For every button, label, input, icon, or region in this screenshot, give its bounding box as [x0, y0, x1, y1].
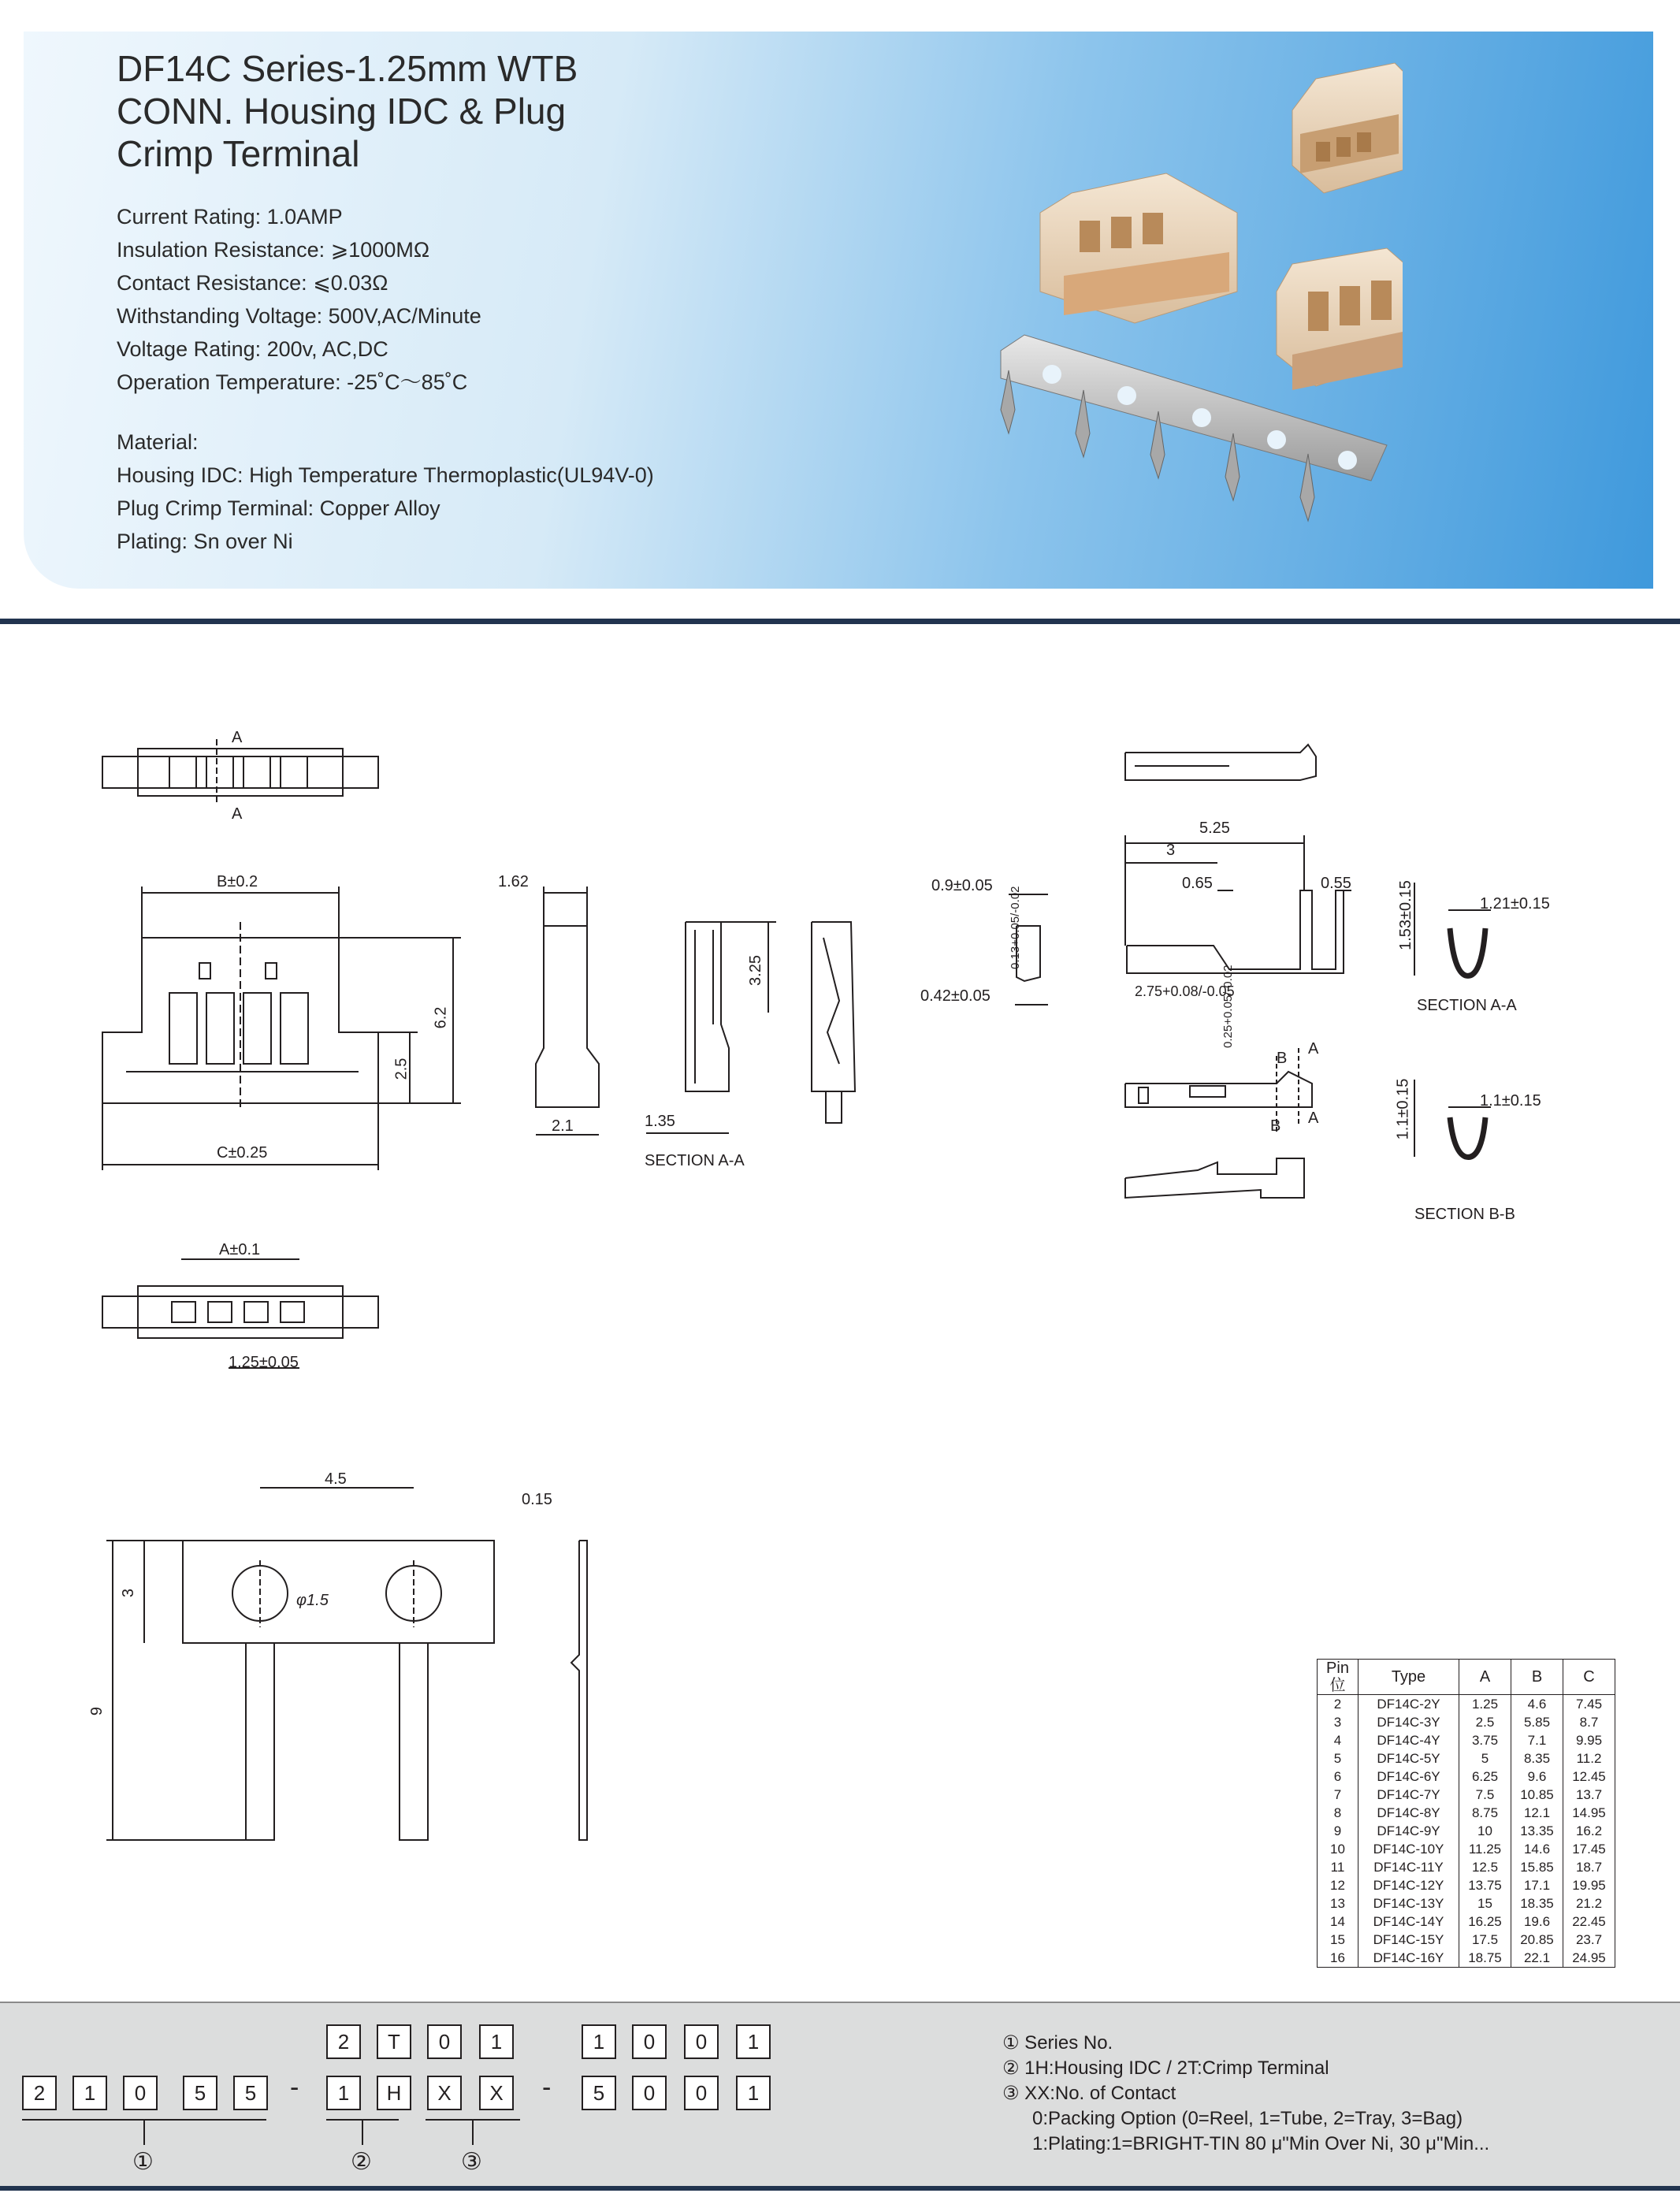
spec-insulation-resistance: Insulation Resistance: ⩾1000MΩ — [117, 238, 430, 262]
table-cell: 24.95 — [1563, 1949, 1615, 1968]
type-top-box: 2 — [326, 2024, 361, 2059]
dim-2-1: 2.1 — [552, 1117, 574, 1135]
table-cell: DF14C-15Y — [1358, 1931, 1459, 1949]
dim-0-15: 0.15 — [522, 1491, 552, 1508]
table-cell: 1.25 — [1459, 1695, 1511, 1714]
section-marker-a-terminal-top: A — [1308, 1040, 1319, 1058]
dim-0-55: 0.55 — [1321, 875, 1351, 892]
table-cell: 10 — [1318, 1840, 1358, 1858]
table-cell: 15.85 — [1511, 1858, 1563, 1876]
option-top-box: 0 — [684, 2024, 719, 2059]
series-digit-box: 5 — [183, 2076, 217, 2110]
table-cell: 5.85 — [1511, 1713, 1563, 1731]
option-bottom-box: 1 — [736, 2076, 771, 2110]
table-cell: 16.25 — [1459, 1912, 1511, 1931]
table-cell: 19.95 — [1563, 1876, 1615, 1894]
table-cell: 17.45 — [1563, 1840, 1615, 1858]
table-cell: 4 — [1318, 1731, 1358, 1749]
table-cell: 18.75 — [1459, 1949, 1511, 1968]
dim-3-terminal: 3 — [1166, 842, 1176, 859]
header-c: C — [1563, 1660, 1615, 1695]
table-cell: 2.5 — [1459, 1713, 1511, 1731]
dim-0-9: 0.9±0.05 — [931, 877, 993, 894]
option-bottom-box: 0 — [684, 2076, 719, 2110]
table-cell: 5 — [1318, 1749, 1358, 1768]
table-cell: 9 — [1318, 1822, 1358, 1840]
type-top-box: T — [377, 2024, 411, 2059]
dim-1-35: 1.35 — [645, 1113, 675, 1130]
table-cell: DF14C-7Y — [1358, 1786, 1459, 1804]
marker-contacts: ③ — [461, 2149, 482, 2175]
table-cell: 19.6 — [1511, 1912, 1563, 1931]
table-cell: 5 — [1459, 1749, 1511, 1768]
spec-operation-temperature: Operation Temperature: -25˚C～85˚C — [117, 370, 468, 394]
table-cell: 20.85 — [1511, 1931, 1563, 1949]
table-cell: DF14C-14Y — [1358, 1912, 1459, 1931]
type-bottom-box: 1 — [326, 2076, 361, 2110]
table-cell: DF14C-4Y — [1358, 1731, 1459, 1749]
table-cell: 7.1 — [1511, 1731, 1563, 1749]
table-cell: 22.45 — [1563, 1912, 1615, 1931]
legend-contacts: ③ XX:No. of Contact — [1002, 2083, 1176, 2104]
dim-2-75: 2.75+0.08/-0.05 — [1135, 983, 1235, 999]
table-cell: 8.7 — [1563, 1713, 1615, 1731]
table-cell: 9.95 — [1563, 1731, 1615, 1749]
title-line-3: Crimp Terminal — [117, 133, 360, 174]
dim-0-13: 0.13+0.05/-0.02 — [1009, 886, 1022, 969]
part-number-legend — [1002, 2031, 1489, 2157]
table-cell: 23.7 — [1563, 1931, 1615, 1949]
table-cell: 8.75 — [1459, 1804, 1511, 1822]
header-a: A — [1459, 1660, 1511, 1695]
dim-2-5: 2.5 — [392, 1058, 411, 1080]
part-number-dash: - — [542, 2072, 552, 2102]
dim-c: C±0.25 — [217, 1144, 268, 1162]
table-cell: 7.5 — [1459, 1786, 1511, 1804]
section-bb-label: SECTION B-B — [1414, 1206, 1515, 1223]
table-cell: 18.35 — [1511, 1894, 1563, 1912]
dim-phi: φ1.5 — [296, 1592, 329, 1609]
type-top-box: 0 — [427, 2024, 462, 2059]
option-bottom-box: 0 — [632, 2076, 667, 2110]
section-marker-a-bottom: A — [232, 805, 243, 823]
section-marker-a-top: A — [232, 729, 243, 746]
table-cell: DF14C-8Y — [1358, 1804, 1459, 1822]
table-cell: 12.5 — [1459, 1858, 1511, 1876]
material-plating: Plating: Sn over Ni — [117, 530, 293, 553]
table-cell: 21.2 — [1563, 1894, 1615, 1912]
table-cell: 13 — [1318, 1894, 1358, 1912]
legend-plating: 1:Plating:1=BRIGHT-TIN 80 μ"Min Over Ni, 30 μ"Min... — [1032, 2133, 1490, 2154]
dim-b: B±0.2 — [217, 873, 258, 890]
table-cell: 11 — [1318, 1858, 1358, 1876]
spec-withstanding-voltage: Withstanding Voltage: 500V,AC/Minute — [117, 304, 481, 328]
table-cell: 11.2 — [1563, 1749, 1615, 1768]
section-marker-b-bottom: B — [1270, 1117, 1281, 1135]
type-bottom-box: H — [377, 2076, 411, 2110]
table-cell: 16.2 — [1563, 1822, 1615, 1840]
option-bottom-box: 5 — [582, 2076, 616, 2110]
table-cell: 4.6 — [1511, 1695, 1563, 1714]
table-cell: 15 — [1459, 1894, 1511, 1912]
table-cell: DF14C-3Y — [1358, 1713, 1459, 1731]
table-cell: 17.1 — [1511, 1876, 1563, 1894]
series-digit-box: 5 — [233, 2076, 268, 2110]
table-cell: 10 — [1459, 1822, 1511, 1840]
title-line-2: CONN. Housing IDC & Plug — [117, 91, 567, 132]
table-cell: DF14C-13Y — [1358, 1894, 1459, 1912]
section-marker-b-top: B — [1277, 1050, 1288, 1067]
series-digit-box: 2 — [22, 2076, 57, 2110]
table-cell: 17.5 — [1459, 1931, 1511, 1949]
table-cell: DF14C-9Y — [1358, 1822, 1459, 1840]
material-heading: Material: — [117, 430, 199, 454]
option-top-box: 0 — [632, 2024, 667, 2059]
table-cell: 10.85 — [1511, 1786, 1563, 1804]
type-bottom-box: X — [479, 2076, 514, 2110]
dim-3: 3 — [120, 1588, 138, 1598]
table-cell: 15 — [1318, 1931, 1358, 1949]
table-cell: 12.1 — [1511, 1804, 1563, 1822]
section-marker-a-terminal-bottom: A — [1308, 1110, 1319, 1127]
table-cell: 12.45 — [1563, 1768, 1615, 1786]
legend-series: ① Series No. — [1002, 2032, 1113, 2054]
dim-5-25: 5.25 — [1199, 820, 1230, 837]
table-cell: 8.35 — [1511, 1749, 1563, 1768]
dim-a: A±0.1 — [219, 1241, 261, 1258]
table-cell: 13.7 — [1563, 1786, 1615, 1804]
dim-1-21: 1.21±0.15 — [1480, 895, 1550, 913]
table-cell: 18.7 — [1563, 1858, 1615, 1876]
header-type: Type — [1358, 1660, 1459, 1695]
type-bottom-box: X — [427, 2076, 462, 2110]
table-cell: 14.6 — [1511, 1840, 1563, 1858]
table-cell: DF14C-10Y — [1358, 1840, 1459, 1858]
dim-0-65: 0.65 — [1182, 875, 1213, 892]
spec-voltage-rating: Voltage Rating: 200v, AC,DC — [117, 337, 388, 361]
dim-0-25: 0.25+0.05/-0.02 — [1221, 965, 1235, 1048]
dim-0-42: 0.42±0.05 — [920, 987, 991, 1005]
table-cell: 8 — [1318, 1804, 1358, 1822]
dim-1-62: 1.62 — [498, 873, 529, 890]
spec-contact-resistance: Contact Resistance: ⩽0.03Ω — [117, 271, 388, 295]
table-cell: 12 — [1318, 1876, 1358, 1894]
part-number-dash: - — [290, 2072, 299, 2102]
table-cell: 3.75 — [1459, 1731, 1511, 1749]
table-cell: 13.35 — [1511, 1822, 1563, 1840]
dim-4-5: 4.5 — [325, 1470, 347, 1488]
type-top-box: 1 — [479, 2024, 514, 2059]
section-aa-housing-label: SECTION A-A — [645, 1152, 745, 1169]
series-digit-box: 1 — [72, 2076, 107, 2110]
table-cell: 6.25 — [1459, 1768, 1511, 1786]
table-cell: DF14C-12Y — [1358, 1876, 1459, 1894]
table-cell: 3 — [1318, 1713, 1358, 1731]
option-top-box: 1 — [582, 2024, 616, 2059]
table-cell: DF14C-6Y — [1358, 1768, 1459, 1786]
dim-9: 9 — [88, 1706, 106, 1716]
table-cell: 14.95 — [1563, 1804, 1615, 1822]
dim-1-53: 1.53±0.15 — [1396, 880, 1414, 950]
series-digit-box: 0 — [123, 2076, 158, 2110]
table-cell: 13.75 — [1459, 1876, 1511, 1894]
table-cell: DF14C-5Y — [1358, 1749, 1459, 1768]
table-cell: DF14C-16Y — [1358, 1949, 1459, 1968]
table-cell: 7 — [1318, 1786, 1358, 1804]
option-top-box: 1 — [736, 2024, 771, 2059]
table-cell: 6 — [1318, 1768, 1358, 1786]
dim-pitch: 1.25±0.05 — [229, 1354, 299, 1371]
table-cell: 9.6 — [1511, 1768, 1563, 1786]
dim-6-2: 6.2 — [432, 1006, 450, 1029]
material-terminal: Plug Crimp Terminal: Copper Alloy — [117, 496, 440, 520]
marker-series: ① — [132, 2149, 154, 2175]
table-cell: 16 — [1318, 1949, 1358, 1968]
table-cell: 22.1 — [1511, 1949, 1563, 1968]
legend-packing: 0:Packing Option (0=Reel, 1=Tube, 2=Tray, 3=Bag) — [1032, 2108, 1463, 2129]
table-cell: 14 — [1318, 1912, 1358, 1931]
table-cell: 7.45 — [1563, 1695, 1615, 1714]
header-b: B — [1511, 1660, 1563, 1695]
material-housing: Housing IDC: High Temperature Thermoplastic(UL94V-0) — [117, 463, 654, 487]
legend-type: ② 1H:Housing IDC / 2T:Crimp Terminal — [1002, 2057, 1329, 2079]
section-aa-terminal-label: SECTION A-A — [1417, 997, 1517, 1014]
dim-1-1-w: 1.1±0.15 — [1480, 1092, 1541, 1110]
header-pin: Pin 位 — [1318, 1660, 1358, 1695]
dim-3-25: 3.25 — [746, 955, 764, 986]
marker-type: ② — [351, 2149, 372, 2175]
table-cell: 11.25 — [1459, 1840, 1511, 1858]
spec-current-rating: Current Rating: 1.0AMP — [117, 205, 343, 229]
title-line-1: DF14C Series-1.25mm WTB — [117, 48, 578, 89]
table-cell: DF14C-2Y — [1358, 1695, 1459, 1714]
table-cell: DF14C-11Y — [1358, 1858, 1459, 1876]
table-cell: 2 — [1318, 1695, 1358, 1714]
dim-1-1-h: 1.1±0.15 — [1394, 1078, 1412, 1140]
